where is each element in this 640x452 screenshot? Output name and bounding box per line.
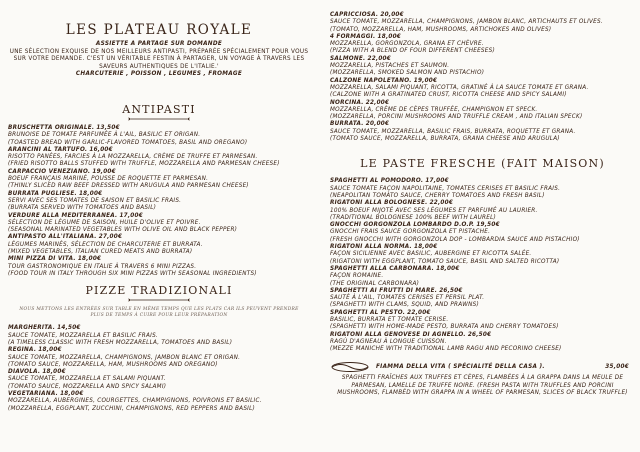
menu-item (330, 310, 635, 332)
menu-item-name: VERDURE ALLA MEDITERRANEA. (8, 212, 118, 219)
menu-item-name: SPAGHETTI ALLA CARBONARA. (330, 265, 435, 272)
menu-item-description-en: (FRIED RISOTTO BALLS STUFFED WITH TRUFFLE, MOZZARELLA AND PARMESAN CHEESE) (8, 161, 280, 168)
menu-item-description-fr: SAUCE TOMATE FAÇON NAPOLITAINE, TOMATES CERISES ET BASILIC FRAIS. (330, 185, 561, 192)
menu-item-description-fr: SAUCE TOMATE, MOZZARELLA ET SALAMI PIQUANT. (8, 376, 166, 383)
menu-item (8, 191, 310, 213)
menu-item-price: 18,00€ (436, 265, 460, 272)
menu-item-price: 16,00€ (89, 146, 113, 153)
menu-item (330, 100, 635, 122)
ornament-divider-icon (127, 297, 191, 303)
menu-item-description-en: (NEAPOLITAN TOMATO SAUCE, CHERRY TOMATOES AND FRESH BASIL) (330, 192, 545, 199)
menu-item-description-en: (THINLY SLICED RAW BEEF DRESSED WITH ARUGULA AND PARMESAN CHEESE) (8, 183, 249, 190)
menu-item-description-en: (MOZZARELLA, PORCINI MUSHROOMS AND TRUFFLE CREAM , AND ITALIAN SPECK) (330, 114, 583, 121)
menu-item-name: MINI PIZZA DI VITA. (8, 256, 76, 263)
menu-item-description-fr: MOZZARELLA, CRÈME DE CÈPES TRUFFÉE, CHAMPIGNON ET SPECK. (330, 106, 538, 113)
special-price: 35,00€ (605, 364, 629, 371)
menu-item (8, 347, 310, 369)
menu-item-price: 18,00€ (414, 244, 438, 251)
menu-item-heading (8, 369, 310, 376)
menu-item-description-fr: LÉGUMES MARINÉS, SÉLECTION DE CHARCUTERIE ET BURRATA. (8, 241, 203, 248)
menu-item-heading (330, 288, 635, 295)
menu-item-description-en: (TOASTED BREAD WITH GARLIC-FLAVORED TOMATOES, BASIL AND OREGANO) (8, 139, 248, 146)
menu-item (330, 244, 635, 266)
special-description: SPAGHETTI FRAÎCHES AUX TRUFFES ET CÈPES, FLAMBÉES À LA GRAPPA DANS LA MEULE DE PARMESAN, LAMELLE DE TRUFFE NOIRE. (FRESH PASTA WITH TRUFFLES AND PORCINI MUSHROOMS, FLAMBÉD WITH GRAPPA IN A WHEEL OF PARMESAN, SLICES OF BLACK TRUFFLE) (337, 375, 628, 397)
menu-item-name: BURRATA. (330, 121, 364, 128)
menu-item (8, 169, 310, 191)
ornament-divider-icon (127, 116, 191, 122)
menu-item-description-fr: SAUCE TOMATE, MOZZARELLA, CHAMPIGNONS, JAMBON BLANC ET ORIGAN. (8, 354, 241, 361)
menu-item (330, 78, 635, 100)
menu-item-price: 18,00€ (77, 256, 102, 263)
menu-item-name: BURRATA PUGLIESE. (8, 190, 77, 197)
menu-item-description-en: (TRADITIONAL BOLOGNESE 100% BEEF WITH LAUREL) (330, 214, 496, 221)
pizze-continued-list (330, 12, 635, 143)
menu-item-description-fr: RAGÙ D'AGNEAU À LONGUE CUISSON. (330, 338, 447, 345)
menu-item (330, 178, 635, 200)
menu-item-description-fr: SERVI AVEC SES TOMATES DE SAISON ET BASILIC FRAIS. (8, 197, 182, 204)
menu-item-description-fr: BRUNOISE DE TOMATE PARFUMÉE À L'AIL, BASILIC ET ORIGAN. (8, 132, 201, 139)
paste-section (330, 157, 635, 353)
plateau-footer: CHARCUTERIE , POISSON , LEGUMES , FROMAGE (75, 71, 243, 78)
menu-item-description-en: (TOMATO SAUCE, MOZZARELLA, HAM, MUSHROOMS AND OREGANO) (8, 361, 218, 368)
menu-item-heading (330, 310, 635, 317)
menu-item (330, 266, 635, 288)
menu-item-description-fr: TOUR GASTRONOMIQUE EN ITALIE À TRAVERS 6 MINI PIZZAS. (8, 263, 197, 270)
menu-item-description-en: (MOZZARELLA, SMOKED SALMON AND PISTACHIO) (330, 70, 485, 77)
menu-item (8, 125, 310, 147)
menu-item-description-fr: MOZZARELLA, GORGONZOLA, GRANA ET CHÈVRE. (330, 41, 484, 48)
menu-item-price: 27,00€ (98, 234, 123, 241)
menu-item (330, 222, 635, 244)
menu-item (8, 234, 310, 256)
menu-item-description-fr: SAUCE TOMATE, MOZZARELLA, BASILIC FRAIS, BURRATA, ROQUETTE ET GRANA. (330, 128, 576, 135)
menu-item-price: 19,00€ (413, 77, 438, 84)
paste-title: LE PASTE FRESCHE (FAIT MAISON) (360, 157, 605, 171)
menu-item (8, 256, 310, 278)
menu-item-name: DIAVOLA. (8, 369, 41, 376)
menu-item-description-fr: SAUTÉ À L'AIL, TOMATES CERISES ET PERSIL PLAT. (330, 295, 485, 302)
menu-item-description-fr: FAÇON ROMAINE. (330, 273, 384, 280)
menu-item-price: 18,00€ (42, 369, 66, 376)
menu-item-price: 17,00€ (119, 212, 143, 219)
menu-item-name: SALMONE. (330, 55, 366, 62)
menu-item-description-en: (THE ORIGINAL CARBONARA) (330, 280, 420, 287)
pizze-title: PIZZE TRADIZIONALI (85, 284, 233, 298)
menu-item-name: CAPRICCIOSA. (330, 12, 379, 18)
menu-item (8, 391, 310, 413)
menu-item-name: ANTIPASTO ALL'ITALIANA. (8, 234, 97, 241)
menu-item-description-fr: SÉLECTION DE LÉGUME DE SAISON, HUILE D'OLIVE ET POIVRE. (8, 219, 201, 226)
pizze-note: NOUS METTONS LES ENTRÉES SUR TABLE EN MÊME TEMPS QUE LES PLATS CAR ILS PEUVENT PRENDRE PLUS DE TEMPS À CUIRE POUR LEUR PRÉPARATION (19, 307, 299, 318)
menu-item-name: 4 FORMAGGI. (330, 33, 376, 40)
menu-item (330, 288, 635, 310)
menu-item-heading (330, 332, 635, 339)
ornament-swirl-icon (330, 361, 370, 373)
menu-item-heading (8, 347, 310, 354)
menu-item-description-en: (FOOD TOUR IN ITALY THROUGH SIX MINI PIZZAS WITH SEASONAL INGREDIENTS) (8, 270, 257, 277)
menu-item-heading (330, 200, 635, 207)
menu-item-price: 18,00€ (78, 190, 103, 197)
menu-item-name: RIGATONI ALLA NORMA. (330, 244, 412, 251)
menu-item-description-en: (SPAGHETTI WITH HOME-MADE PESTO, BURRATA AND CHERRY TOMATOES) (330, 324, 559, 331)
special-title: FIAMMA DELLA VITA ( SPÉCIALITÉ DELLA CASA ). (376, 364, 545, 371)
menu-item-description-fr: 100% BOEUF MIJOTÉ AVEC SES LÉGUMES ET PARFUMÉ AU LAURIER. (330, 207, 538, 214)
menu-item-heading (8, 213, 310, 220)
menu-item-price: 19,50€ (476, 222, 500, 229)
menu-item-heading (330, 56, 635, 63)
menu-item-description-en: (BURRATA SERVED WITH TOMATOES AND BASIL) (8, 205, 157, 212)
menu-item-description-fr: MOZZARELLA, SALAMI PIQUANT, RICOTTA, GRATINÉ À LA SAUCE TOMATE ET GRANA. (330, 84, 589, 91)
menu-item-description-en: (PIZZA WITH A BLEND OF FOUR DIFFERENT CHEESES) (330, 48, 495, 55)
plateau-description: UNE SÉLECTION EXQUISE DE NOS MEILLEURS ANTIPASTI, PRÉPARÉE SPÉCIALEMENT POUR VOUS SUR VOTRE DEMANDE. C'EST UN VÉRITABLE FESTIN À PARTAGER, UN VOYAGE À TRAVERS LES SAVEURS AUTHENTIQUES DE L'ITALIE.' (9, 48, 309, 70)
menu-item-description-en: (MEZZE MANICHE WITH TRADITIONAL LAMB RAGU AND PECORINO CHEESE) (330, 346, 562, 353)
menu-item-name: RIGATONI ALLA GENOVESE DI AGNELLO. (330, 331, 466, 338)
menu-item-price: 20,00€ (365, 121, 390, 128)
menu-item-price: 22,00€ (407, 309, 431, 316)
menu-item-heading (330, 178, 635, 185)
menu-item (8, 147, 310, 169)
menu-item (8, 325, 310, 347)
menu-item-price: 19,00€ (92, 168, 116, 175)
menu-item-price: 22,00€ (429, 200, 454, 207)
menu-item-description-fr: BASILIC, BURRATA ET TOMATE CERISE. (330, 316, 449, 323)
menu-item-name: SPAGHETTI AL PESTO. (330, 309, 406, 316)
menu-item-description-fr: SAUCE TOMATE, MOZZARELLA ET BASILIC FRAIS. (8, 332, 158, 339)
menu-item-name: SPAGHETTI AI FRUTTI DI MARE. (330, 287, 438, 294)
menu-item-name: RIGATONI ALLA BOLOGNESE. (330, 200, 428, 207)
menu-item-heading (330, 266, 635, 273)
right-column (330, 0, 635, 397)
menu-item-price: 14,50€ (57, 325, 81, 332)
menu-item-heading (8, 325, 310, 332)
menu-item-description-fr: BOEUF FRANÇAIS MARINÉ, POUSSE DE ROQUETTE ET PARMESAN. (8, 176, 209, 183)
menu-item-heading (330, 121, 635, 128)
menu-item-heading (330, 100, 635, 107)
menu-item-description-fr: GNOCCHI FRAIS SAUCE GORGONZOLA ET PISTACHE. (330, 229, 491, 236)
menu-item-name: MARGHERITA. (8, 325, 56, 332)
menu-item-name: BRUSCHETTA ORIGINALE. (8, 124, 95, 131)
menu-item-description-en: (TOMATO SAUCE, MOZZARELLA AND SPICY SALAMI) (8, 383, 167, 390)
left-column (8, 0, 310, 413)
menu-item-heading (330, 78, 635, 85)
antipasti-title: ANTIPASTI (122, 102, 196, 116)
plateau-intro (8, 41, 310, 79)
menu-item-description-en: (SEASONAL MARINATED VEGETABLES WITH OLIVE OIL AND BLACK PEPPER) (8, 227, 238, 234)
menu-item-heading (8, 169, 310, 176)
menu-item (8, 369, 310, 391)
menu-item-heading (8, 391, 310, 398)
plateau-subtitle: ASSIETTE A PARTAGE SUR DOMANDE (95, 41, 223, 47)
menu-item-description-en: (A TIMELESS CLASSIC WITH FRESH MOZZARELLA, TOMATOES AND BASIL) (8, 339, 233, 346)
menu-item-description-en: (MOZZARELLA, EGGPLANT, ZUCCHINI, CHAMPIGNONS, RED PEPPERS AND BASIL) (8, 405, 256, 412)
menu-item-description-fr: MOZZARELLA, PISTACHES ET SAUMON. (330, 63, 450, 70)
antipasti-list (8, 125, 310, 278)
menu-item-name: CARPACCIO VENEZIANO. (8, 168, 91, 175)
menu-item-price: 22,00€ (367, 55, 391, 62)
menu-item-description-en: (SPAGHETTI WITH CLAMS, SQUID, AND PRAWNS) (330, 302, 479, 309)
menu-item-description-fr: MOZZARELLA, AUBERGINES, COURGETTES, CHAMPIGNONS, POIVRONS ET BASILIC. (8, 398, 262, 405)
menu-item-name: ARANCINI AL TARTUFO. (8, 146, 88, 153)
menu-item-name: VEGETARIANA. (8, 391, 59, 398)
menu-item-description-en: (TOMATO SAUCE, MOZZARELLA, BURRATA, GRANA CHEESE AND ARUGULA) (330, 136, 560, 143)
menu-item-name: GNOCCHI GORGONZOLA LOMBARDO D.O.P. (330, 222, 475, 229)
menu-item-heading (8, 256, 310, 263)
menu-item (330, 34, 635, 56)
menu-item-description-en: (CALZONE WITH A GRATINATED CRUST, RICOTTA CHEESE AND SPICY SALAMI) (330, 92, 567, 99)
menu-item-price: 18,00€ (377, 33, 401, 40)
paste-list (330, 178, 635, 353)
pizze-section (8, 284, 310, 413)
menu-item-name: CALZONE NAPOLETANO. (330, 77, 412, 84)
menu-item-description-en: (RIGATONI WITH EGGPLANT, TOMATO SAUCE, BASIL AND SALTED RICOTTA) (330, 258, 560, 265)
menu-item-name: NORCINA. (330, 99, 364, 106)
antipasti-section (8, 103, 310, 278)
pizze-list (8, 325, 310, 413)
menu-item-name: REGINA. (8, 347, 37, 354)
menu-item-price: 20,00€ (380, 12, 404, 18)
menu-item-price: 22,00€ (365, 99, 390, 106)
menu-item (330, 332, 635, 354)
menu-item-description-en: (MIXED VEGETABLES, ITALIAN CURED MEATS AND BURRATA) (8, 249, 193, 256)
menu-item-description-en: (FRESH GNOCCHI WITH GORGONZOLA DOP - LOMBARDIA SAUCE AND PISTACHIO) (330, 236, 580, 243)
menu-item-heading (8, 234, 310, 241)
menu-item (330, 12, 635, 34)
menu-item-price: 18,00€ (60, 391, 84, 398)
menu-item-description-fr: SAUCE TOMATE, MOZZARELLA, CHAMPIGNONS, JAMBON BLANC, ARTICHAUTS ET OLIVES. (330, 19, 603, 26)
menu-item-price: 26,50€ (439, 287, 463, 294)
menu-item-heading (8, 191, 310, 198)
menu-item (330, 200, 635, 222)
menu-item-price: 17,00€ (425, 178, 449, 185)
menu-item-description-fr: FAÇON SICILIENNE AVEC BASILIC, AUBERGINE ET RICOTTA SALÉE. (330, 251, 532, 258)
menu-item-heading (330, 12, 635, 19)
menu-item-description-en: (TOMATO, MOZZARELLA, HAM, MUSHROOMS, ARTICHOKES AND OLIVES) (330, 26, 552, 33)
menu-item (330, 56, 635, 78)
menu-item-name: SPAGHETTI AL POMODORO. (330, 178, 424, 185)
special-section (330, 361, 635, 397)
menu-item (330, 121, 635, 143)
menu-item-description-fr: RISOTTO PANÉES, FARCIES À LA MOZZARELLA, CRÈME DE TRUFFE ET PARMESAN. (8, 154, 258, 161)
menu-item-price: 13,50€ (96, 124, 120, 131)
plateau-title: LES PLATEAU ROYALE (65, 22, 253, 38)
menu-item-heading (330, 222, 635, 229)
menu-item (8, 213, 310, 235)
menu-item-price: 18,00€ (38, 347, 62, 354)
menu-item-price: 26,50€ (467, 331, 492, 338)
